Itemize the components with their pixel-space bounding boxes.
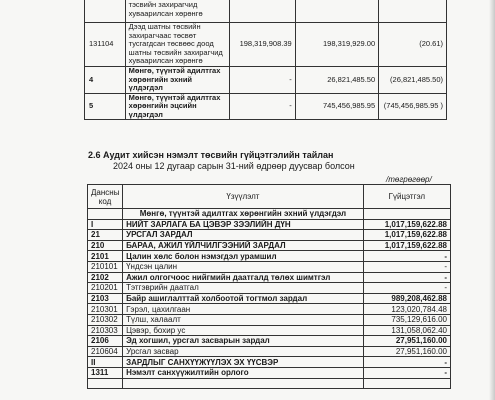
account-code-cell: 210604 bbox=[88, 346, 123, 357]
table-row bbox=[88, 272, 451, 283]
header-account-code: Дансны код bbox=[88, 185, 123, 209]
indicator-cell: Гэрэл, цахилгаан bbox=[123, 304, 364, 315]
indicator-cell: Тэтгэврийн даатгал bbox=[123, 283, 364, 294]
performance-cell: - bbox=[363, 357, 450, 368]
account-code-cell: 2103 bbox=[88, 293, 123, 304]
account-code-cell: 131104 bbox=[85, 23, 126, 67]
table-row bbox=[88, 336, 451, 347]
account-code-cell: 210201 bbox=[88, 283, 123, 294]
table-row bbox=[88, 378, 451, 389]
table-row bbox=[88, 314, 451, 325]
performance-cell: - bbox=[363, 251, 450, 262]
table-row bbox=[85, 23, 447, 67]
unit-label: /төгрөгөөр/ bbox=[386, 175, 432, 184]
account-code-cell: 2101 bbox=[88, 251, 123, 262]
table-header-row bbox=[88, 185, 451, 209]
header-performance: Гүйцэтгэл bbox=[363, 185, 450, 209]
cash-flow-table bbox=[84, 0, 447, 120]
indicator-cell: Цэвэр, бохир ус bbox=[123, 325, 364, 336]
difference-cell: (26,821,485.50) bbox=[379, 67, 447, 94]
indicator-cell: УРСГАЛ ЗАРДАЛ bbox=[123, 230, 364, 241]
indicator-cell: Нэмэлт санхүүжилтийн орлого bbox=[123, 367, 364, 378]
account-code-cell bbox=[88, 209, 123, 220]
performance-cell: 989,208,462.88 bbox=[363, 293, 450, 304]
performance-cell: 27,951,160.00 bbox=[363, 346, 450, 357]
performance-cell: 1,017,159,622.88 bbox=[363, 219, 450, 230]
value-cell: 745,456,985.95 bbox=[295, 93, 378, 120]
account-code-cell: 4 bbox=[85, 67, 126, 94]
account-code-cell: 210303 bbox=[88, 325, 123, 336]
section-title: 2.6 Аудит хийсэн нэмэлт төсвийн гүйцэтгэлийн тайлан bbox=[88, 150, 334, 160]
scan-edge-shadow bbox=[489, 0, 495, 400]
budget-performance-table bbox=[87, 184, 451, 389]
indicator-cell: Урсгал засвар bbox=[123, 346, 364, 357]
description-cell: Дээд шатны төсвийн захирагчаас төсвөт тусгагдсан төсвөөс доод шатны төсвийн захирагчид хуваарилсан хөрөнгө bbox=[125, 23, 229, 67]
performance-cell: 131,058,062.40 bbox=[363, 325, 450, 336]
value-cell: 198,319,908.39 bbox=[229, 23, 295, 67]
difference-cell bbox=[379, 0, 447, 23]
table-row bbox=[88, 325, 451, 336]
table-row bbox=[88, 357, 451, 368]
account-code-cell: 5 bbox=[85, 93, 126, 120]
performance-cell: - bbox=[363, 367, 450, 378]
account-code-cell: II bbox=[88, 357, 123, 368]
indicator-cell: НИЙТ ЗАРЛАГА БА ЦЭВЭР ЗЭЭЛИЙН ДҮН bbox=[123, 219, 364, 230]
table-row bbox=[88, 304, 451, 315]
performance-cell bbox=[363, 209, 450, 220]
table-row bbox=[88, 240, 451, 251]
table-row bbox=[85, 93, 447, 120]
account-code-cell: 1311 bbox=[88, 367, 123, 378]
value-cell bbox=[229, 0, 295, 23]
performance-cell: - bbox=[363, 283, 450, 294]
account-code-cell: I bbox=[88, 219, 123, 230]
indicator-cell: Мөнгө, түүнтэй адилтгах хөрөнгийн эхний үлдэгдэл bbox=[123, 209, 364, 220]
table-row bbox=[88, 209, 451, 220]
header-indicator: Үзүүлэлт bbox=[123, 185, 364, 209]
indicator-cell: Үндсэн цалин bbox=[123, 261, 364, 272]
indicator-cell: БАРАА, АЖИЛ ҮЙЛЧИЛГЭЭНИЙ ЗАРДАЛ bbox=[123, 240, 364, 251]
performance-cell: 735,129,616.00 bbox=[363, 314, 450, 325]
performance-cell: 1,017,159,622.88 bbox=[363, 230, 450, 241]
difference-cell: (20.61) bbox=[379, 23, 447, 67]
performance-cell bbox=[363, 378, 450, 389]
table-row bbox=[88, 283, 451, 294]
performance-cell: 123,020,784.48 bbox=[363, 304, 450, 315]
performance-cell: - bbox=[363, 261, 450, 272]
difference-cell: (745,456,985.95 ) bbox=[379, 93, 447, 120]
table-row bbox=[88, 367, 451, 378]
table-row bbox=[88, 230, 451, 241]
account-code-cell bbox=[88, 378, 123, 389]
account-code-cell: 210301 bbox=[88, 304, 123, 315]
value-cell bbox=[295, 0, 378, 23]
description-cell: Мөнгө, түүнтэй адилтгах хөрөнгийн эцсийн үлдэгдэл bbox=[125, 93, 229, 120]
value-cell: 26,821,485.50 bbox=[295, 67, 378, 94]
indicator-cell: ЗАРДЛЫГ САНХҮҮЖҮҮЛЭХ ЭХ ҮҮСВЭР bbox=[123, 357, 364, 368]
indicator-cell: Эд хогшил, урсгал засварын зардал bbox=[123, 336, 364, 347]
account-code-cell: 21 bbox=[88, 230, 123, 241]
account-code-cell: 210302 bbox=[88, 314, 123, 325]
performance-cell: 27,951,160.00 bbox=[363, 336, 450, 347]
indicator-cell: Байр ашиглалттай холбоотой тогтмол зардал bbox=[123, 293, 364, 304]
indicator-cell: Цалин хөлс болон нэмэгдэл урамшил bbox=[123, 251, 364, 262]
performance-cell: - bbox=[363, 272, 450, 283]
value-cell: 198,319,929.00 bbox=[295, 23, 378, 67]
table-row bbox=[88, 251, 451, 262]
indicator-cell: Ажил олгогчоос нийгмийн даатгалд төлөх шимтгэл bbox=[123, 272, 364, 283]
table-row bbox=[88, 346, 451, 357]
table-row bbox=[85, 0, 447, 23]
value-cell: - bbox=[229, 67, 295, 94]
description-cell: тэсвийн захирагчид хуваарилсан хөрөнгө bbox=[125, 0, 229, 23]
description-cell: Мөнгө, түүнтэй адилтгах хөрөнгийн эхний үлдэгдэл bbox=[125, 67, 229, 94]
indicator-cell: Түлш, халаалт bbox=[123, 314, 364, 325]
account-code-cell: 210 bbox=[88, 240, 123, 251]
performance-cell: 1,017,159,622.88 bbox=[363, 240, 450, 251]
section-subtitle: 2024 оны 12 дугаар сарын 31-ний өдрөөр дуусвар болсон bbox=[113, 161, 355, 171]
table-row bbox=[88, 261, 451, 272]
table-row bbox=[88, 293, 451, 304]
account-code-cell: 2102 bbox=[88, 272, 123, 283]
table-row bbox=[85, 67, 447, 94]
account-code-cell: 2106 bbox=[88, 336, 123, 347]
value-cell: - bbox=[229, 93, 295, 120]
account-code-cell: 210101 bbox=[88, 261, 123, 272]
table-row bbox=[88, 219, 451, 230]
account-code-cell bbox=[85, 0, 126, 23]
indicator-cell bbox=[123, 378, 364, 389]
